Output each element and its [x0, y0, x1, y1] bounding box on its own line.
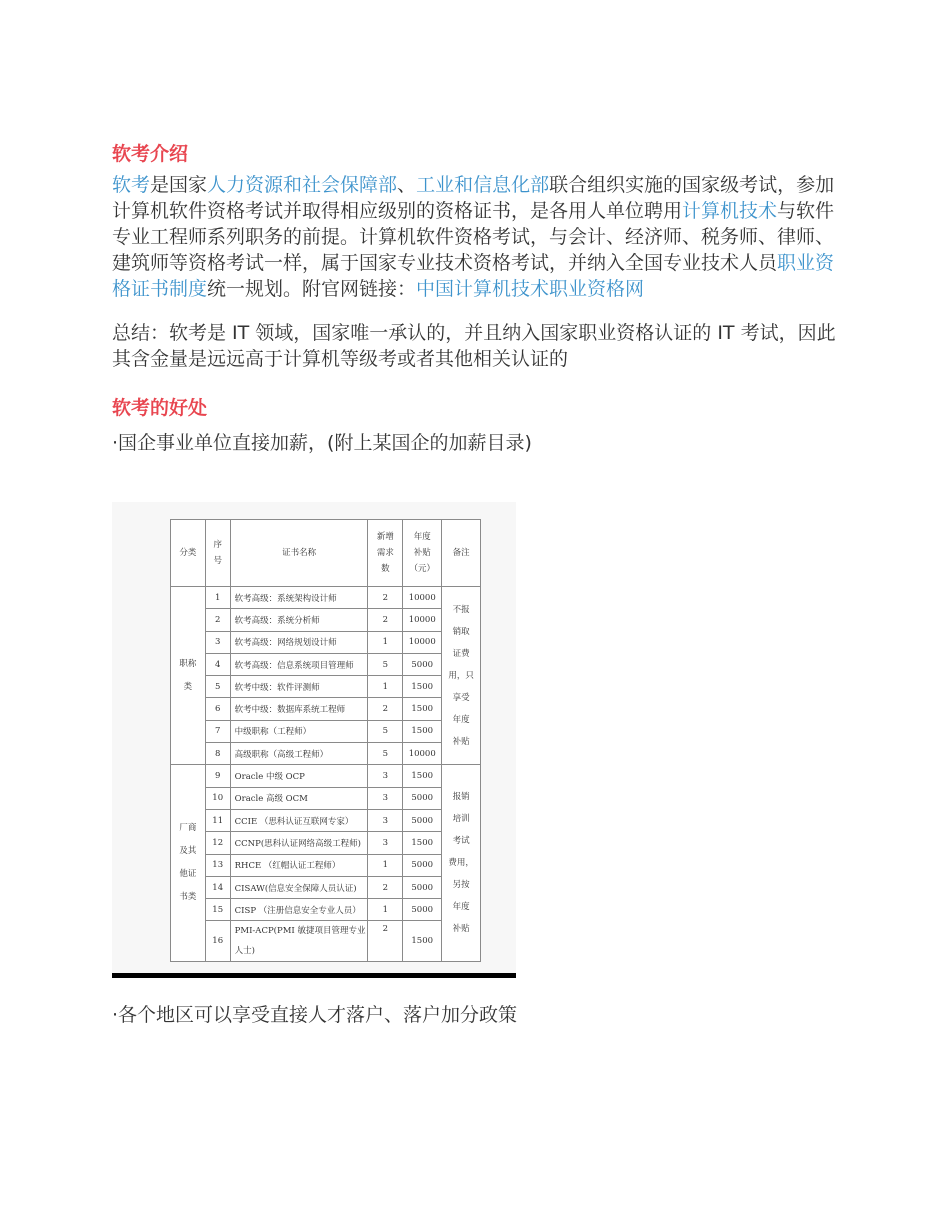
document-body — [112, 140, 852, 456]
table-row — [171, 698, 481, 720]
salary-table-image — [112, 502, 516, 978]
intro-paragraph — [112, 172, 852, 302]
demand-cell: 1 — [368, 631, 403, 653]
name-cell: 软考高级：信息系统项目管理师 — [230, 653, 368, 675]
seq-cell: 6 — [205, 698, 230, 720]
table-row — [171, 765, 481, 787]
link-hrss[interactable]: 人力资源和社会保障部 — [207, 174, 398, 196]
header-category: 分类 — [171, 520, 206, 587]
subsidy-cell: 10000 — [403, 743, 442, 765]
demand-cell: 2 — [368, 921, 403, 962]
intro-text-5: 统一规划。附官网链接： — [207, 278, 417, 300]
seq-cell: 16 — [205, 921, 230, 962]
name-cell: Oracle 高级 OCM — [230, 787, 368, 809]
subsidy-cell: 1500 — [403, 765, 442, 787]
demand-cell: 5 — [368, 653, 403, 675]
seq-cell: 8 — [205, 743, 230, 765]
demand-cell: 3 — [368, 787, 403, 809]
seq-cell: 12 — [205, 832, 230, 854]
table-row — [171, 720, 481, 742]
subsidy-cell: 10000 — [403, 587, 442, 609]
name-cell: 软考高级：系统架构设计师 — [230, 587, 368, 609]
name-cell: 软考中级：数据库系统工程师 — [230, 698, 368, 720]
demand-cell: 1 — [368, 899, 403, 921]
name-cell: CISP （注册信息安全专业人员） — [230, 899, 368, 921]
benefit-bullet-hukou: ·各个地区可以享受直接人才落户、落户加分政策 — [112, 1004, 518, 1026]
table-row — [171, 787, 481, 809]
name-cell: CCNP(思科认证网络高级工程师) — [230, 832, 368, 854]
header-subsidy: 年度 补贴 （元） — [403, 520, 442, 587]
table-row — [171, 854, 481, 876]
subsidy-cell: 1500 — [403, 676, 442, 698]
benefit-bullet-salary: ·国企事业单位直接加薪，(附上某国企的加薪目录) — [112, 432, 532, 454]
seq-cell: 13 — [205, 854, 230, 876]
table-row — [171, 653, 481, 675]
name-cell: 软考中级：软件评测师 — [230, 676, 368, 698]
name-cell: 高级职称（高级工程师） — [230, 743, 368, 765]
table-row — [171, 899, 481, 921]
seq-cell: 10 — [205, 787, 230, 809]
certificate-table — [170, 519, 481, 962]
subsidy-cell: 1500 — [403, 698, 442, 720]
header-seq: 序 号 — [205, 520, 230, 587]
subsidy-cell: 1500 — [403, 832, 442, 854]
link-miit[interactable]: 工业和信息化部 — [416, 174, 550, 196]
demand-cell: 5 — [368, 720, 403, 742]
name-cell: CISAW(信息安全保障人员认证) — [230, 876, 368, 898]
link-computer-tech[interactable]: 计算机技术 — [682, 200, 778, 222]
subsidy-cell: 1500 — [403, 720, 442, 742]
seq-cell: 9 — [205, 765, 230, 787]
seq-cell: 5 — [205, 676, 230, 698]
intro-text-2: 、 — [397, 174, 417, 196]
subsidy-cell: 1500 — [403, 921, 442, 962]
seq-cell: 15 — [205, 899, 230, 921]
header-name: 证书名称 — [230, 520, 368, 587]
demand-cell: 2 — [368, 609, 403, 631]
intro-text-4: 与软件专业工程师系列职务的前提。计算机软件资格考试，与会计、经济师、税务师、律师、建筑师等资格考试一样，属于国家专业技术资格考试，并纳入全国专业技术人员 — [112, 200, 835, 274]
seq-cell: 4 — [205, 653, 230, 675]
demand-cell: 3 — [368, 809, 403, 831]
demand-cell: 1 — [368, 676, 403, 698]
subsidy-cell: 10000 — [403, 631, 442, 653]
seq-cell: 11 — [205, 809, 230, 831]
table-header-row — [171, 520, 481, 587]
table-row — [171, 832, 481, 854]
seq-cell: 3 — [205, 631, 230, 653]
table-row — [171, 587, 481, 609]
demand-cell: 1 — [368, 854, 403, 876]
note-cell-group2: 报销 培训 考试 费用， 另按 年度 补贴 — [442, 765, 481, 962]
subsidy-cell: 5000 — [403, 854, 442, 876]
name-cell: CCIE （思科认证互联网专家） — [230, 809, 368, 831]
demand-cell: 3 — [368, 832, 403, 854]
subsidy-cell: 10000 — [403, 609, 442, 631]
name-cell: 软考高级：网络规划设计师 — [230, 631, 368, 653]
table-row — [171, 809, 481, 831]
table-row — [171, 609, 481, 631]
link-cert-system[interactable]: 职业资格证书制度 — [112, 252, 835, 300]
subsidy-cell: 5000 — [403, 876, 442, 898]
intro-heading: 软考介绍 — [112, 143, 189, 165]
demand-cell: 2 — [368, 698, 403, 720]
table-row — [171, 743, 481, 765]
name-cell: RHCE （红帽认证工程师） — [230, 854, 368, 876]
benefits-heading: 软考的好处 — [112, 397, 208, 419]
seq-cell: 1 — [205, 587, 230, 609]
category-vendor-cell: 厂商 及其 他证 书类 — [171, 765, 206, 962]
table-row — [171, 631, 481, 653]
seq-cell: 2 — [205, 609, 230, 631]
demand-cell: 2 — [368, 876, 403, 898]
header-demand: 新增 需求 数 — [368, 520, 403, 587]
demand-cell: 2 — [368, 587, 403, 609]
intro-text-1: 是国家 — [150, 174, 208, 196]
table-row — [171, 876, 481, 898]
header-note: 备注 — [442, 520, 481, 587]
table-row — [171, 676, 481, 698]
subsidy-cell: 5000 — [403, 809, 442, 831]
name-cell: PMI-ACP(PMI 敏捷项目管理专业 人士) — [230, 921, 368, 962]
seq-cell: 14 — [205, 876, 230, 898]
link-ruankao[interactable]: 软考 — [112, 174, 151, 196]
category-title-cell: 职称 类 — [171, 587, 206, 765]
name-cell: 中级职称（工程师） — [230, 720, 368, 742]
name-cell: 软考高级：系统分析师 — [230, 609, 368, 631]
subsidy-cell: 5000 — [403, 653, 442, 675]
summary-paragraph: 总结：软考是 IT 领域，国家唯一承认的，并且纳入国家职业资格认证的 IT 考试，因此其含金量是远远高于计算机等级考或者其他相关认证的 — [112, 322, 836, 370]
intro-text-3: 联合组织实施的国家级考试，参加计算机软件资格考试并取得相应级别的资格证书，是各用人单位聘用 — [112, 174, 835, 222]
link-official-site[interactable]: 中国计算机技术职业资格网 — [416, 278, 645, 300]
subsidy-cell: 5000 — [403, 899, 442, 921]
subsidy-cell: 5000 — [403, 787, 442, 809]
seq-cell: 7 — [205, 720, 230, 742]
name-cell: Oracle 中级 OCP — [230, 765, 368, 787]
demand-cell: 3 — [368, 765, 403, 787]
note-cell-group1: 不报 销取 证费 用，只 享受 年度 补贴 — [442, 587, 481, 765]
table-row — [171, 921, 481, 962]
demand-cell: 5 — [368, 743, 403, 765]
